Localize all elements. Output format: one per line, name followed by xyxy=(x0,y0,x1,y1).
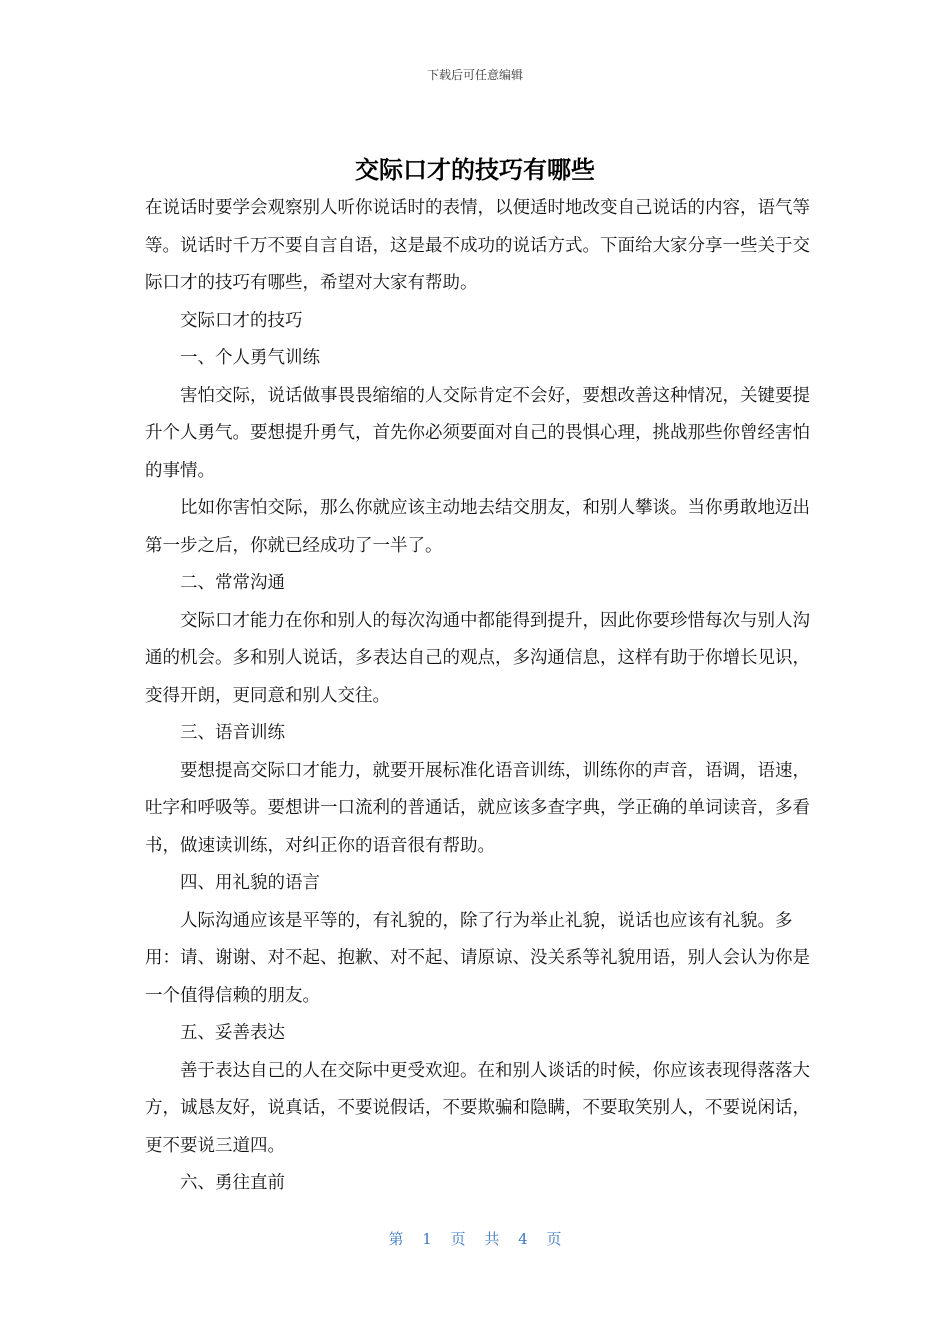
section-heading-5: 五、妥善表达 xyxy=(180,1023,285,1043)
page-footer xyxy=(0,1228,950,1249)
paragraph: 要想提高交际口才能力，就要开展标准化语音训练，训练你的声音，语调，语速，吐字和呼吸等。要想讲一口流利的普通话，就应该多查字典，学正确的单词读音，多看书，做速读训练，对纠正你的语音很有帮助。 xyxy=(145,760,810,856)
paragraph: 害怕交际，说话做事畏畏缩缩的人交际肯定不会好，要想改善这种情况，关键要提升个人勇气。要想提升勇气，首先你必须要面对自己的畏惧心理，挑战那些你曾经害怕的事情。 xyxy=(145,385,810,481)
paragraph: 交际口才能力在你和别人的每次沟通中都能得到提升，因此你要珍惜每次与别人沟通的机会。多和别人说话，多表达自己的观点，多沟通信息，这样有助于你增长见识，变得开朗，更同意和别人交往。 xyxy=(145,610,810,706)
section-heading-3: 三、语音训练 xyxy=(180,723,285,743)
paragraph: 比如你害怕交际，那么你就应该主动地去结交朋友，和别人攀谈。当你勇敢地迈出第一步之后，你就已经成功了一半了。 xyxy=(145,498,810,556)
section-heading-main: 交际口才的技巧 xyxy=(180,310,303,331)
footer-total-pages: 4 xyxy=(518,1230,528,1248)
section-heading-1: 一、个人勇气训练 xyxy=(180,348,320,368)
footer-current-page: 1 xyxy=(422,1230,432,1248)
paragraph-intro: 在说话时要学会观察别人听你说话时的表情，以便适时地改变自己说话的内容，语气等等。说话时千万不要自言自语，这是最不成功的说话方式。下面给大家分享一些关于交际口才的技巧有哪些，希望对大家有帮助。 xyxy=(145,198,810,293)
footer-suffix: 页 xyxy=(546,1230,562,1248)
paragraph: 善于表达自己的人在交际中更受欢迎。在和别人谈话的时候，你应该表现得落落大方，诚恳友好，说真话，不要说假话，不要欺骗和隐瞒，不要取笑别人，不要说闲话，更不要说三道四。 xyxy=(145,1060,810,1156)
section-heading-2: 二、常常沟通 xyxy=(180,573,285,593)
document-body xyxy=(145,190,810,1203)
section-heading-4: 四、用礼貌的语言 xyxy=(180,873,320,893)
document-title: 交际口才的技巧有哪些 xyxy=(355,156,595,184)
section-heading-6: 六、勇往直前 xyxy=(180,1173,285,1193)
paragraph: 人际沟通应该是平等的，有礼貌的，除了行为举止礼貌，说话也应该有礼貌。多用：请、谢谢、对不起、抱歉、对不起、请原谅、没关系等礼貌用语，别人会认为你是一个值得信赖的朋友。 xyxy=(145,910,810,1006)
footer-prefix: 第 xyxy=(388,1230,404,1248)
page-header: 下载后可任意编辑 xyxy=(426,68,523,82)
footer-mid: 页 共 xyxy=(450,1230,500,1248)
